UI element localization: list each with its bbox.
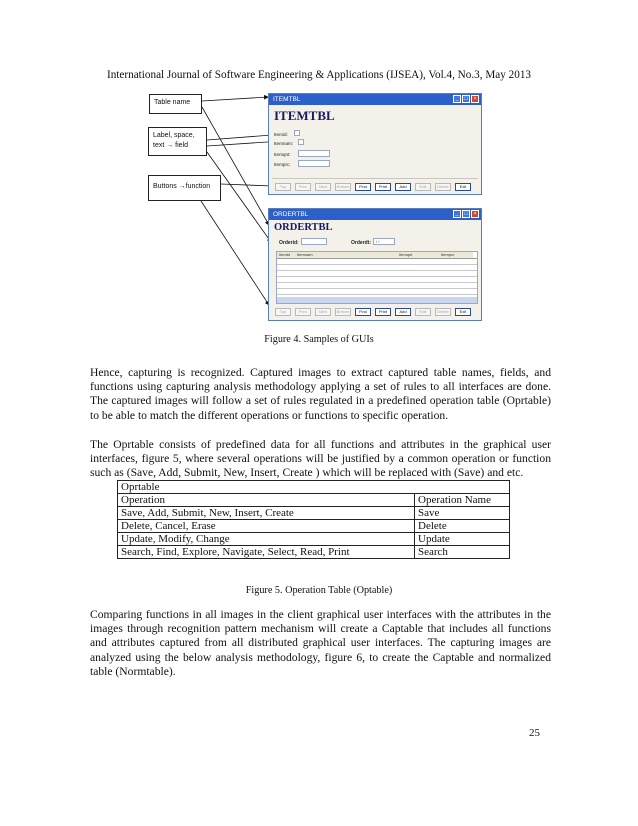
itemtbl-find-button[interactable]: Find [355,183,371,191]
itemtbl-add-button[interactable]: Add [395,183,411,191]
itemtbl-window [268,93,482,195]
table-row [118,507,510,520]
order-items-grid[interactable] [276,251,478,304]
ordertbl-bottom-button[interactable]: Bottom [336,309,350,314]
operation-table [117,480,510,559]
itemqnt-input[interactable] [298,150,330,157]
field-label-orderdt: Orderdt: [351,240,371,246]
itemprc-input[interactable] [298,160,330,167]
annotation-table-name [149,94,202,114]
table-header-row [118,494,510,507]
table-header-operation: Operation [118,494,415,507]
ordertbl-button-row [275,308,471,316]
itemtbl-delete-button[interactable]: Delete [435,183,451,191]
table-title: Oprtable [118,481,510,494]
itemtbl-button-row [275,183,471,191]
annotation-buttons-text: Buttons →function [153,183,211,190]
table-row [118,533,510,546]
annotation-buttons [148,175,221,201]
itemtbl-edit-button[interactable]: Edit [415,183,431,191]
itemtbl-separator [272,178,478,179]
grid-row-line [277,282,477,283]
ordertbl-delete-button[interactable]: Delete [435,308,451,316]
table-cell: Delete [415,520,510,533]
ordertbl-titlebar [269,209,481,220]
field-label-itemqnt: Itemqnt: [274,152,291,157]
table-cell: Update [415,533,510,546]
table-cell: Save, Add, Submit, New, Insert, Create [118,507,415,520]
close-icon[interactable]: × [471,210,479,218]
itemtbl-titlebar-text: ITEMTBL [273,96,301,103]
grid-col-itemqnt: Itemqnt [397,252,439,258]
ordertbl-window [268,208,482,321]
annotation-label-field [148,127,207,156]
grid-row-line [277,276,477,277]
grid-col-itemprc: Itemprc [439,252,473,258]
itemtbl-prev-button[interactable]: Prev [295,183,311,191]
ordertbl-titlebar-text: ORDERTBL [273,211,309,218]
annotation-label-line1: Label, space, [153,132,195,139]
grid-header-line [277,258,477,259]
itemnam-input[interactable] [298,139,304,145]
table-cell: Search [415,546,510,559]
table-cell: Delete, Cancel, Erase [118,520,415,533]
arrow-table-name-ordertbl [202,107,269,225]
ordertbl-find-button[interactable]: Find [355,308,371,316]
paragraph-3: Comparing functions in all images in the client graphical user interfaces with the attributes in the images through recognition pattern mechanism will create a Captable that includes all functions and attributes captured from all distributed graphical user interfaces. The capturing images are analyzed using the below analysis methodology, figure 6, to create the Captable and normalized table (Normtable). [90,608,551,678]
itemtbl-print-button[interactable]: Print [375,183,391,191]
ordertbl-add-button[interactable]: Add [395,308,411,316]
annotation-label-line2: text → field [153,142,189,149]
itemid-input[interactable] [294,130,300,136]
arrow-buttons-ordertbl [201,201,269,305]
table-row [118,546,510,559]
table-cell: Search, Find, Explore, Navigate, Select, Read, Print [118,546,415,559]
table-title-row [118,481,510,494]
field-label-itemprc: Itemprc: [274,162,291,167]
grid-row-line [277,270,477,271]
ordertbl-print-button[interactable]: Print [375,308,391,316]
maximize-icon[interactable]: □ [462,95,470,103]
table-header-operation-name: Operation Name [415,494,510,507]
paragraph-1: Hence, capturing is recognized. Captured images to extract captured table names, fields, and functions using capturing analysis methodology applying a set of rules to all interfaces are done. The captured images will follow a set of rules regulated in a predefined operation table (Oprtable) to be able to match the different operations or functions to specific operation. [90,366,551,422]
grid-col-itemnam: Itemnam [295,252,397,258]
minimize-icon[interactable]: _ [453,210,461,218]
ordertbl-next-button[interactable]: Next [315,308,331,316]
paragraph-2: The Oprtable consists of predefined data for all functions and attributes in the graphical user interfaces, figure 5, where several operations will be justified by a common operation or function such as (Save, Add, Submit, New, Insert, Create ) which will be replaced with (Save) and etc. [90,438,551,480]
arrow-table-name-itemtbl [202,97,268,101]
itemtbl-next-button[interactable]: Next [315,183,331,191]
minimize-icon[interactable]: _ [453,95,461,103]
ordertbl-prev-button[interactable]: Prev [295,308,311,316]
itemtbl-title: ITEMTBL [274,108,335,123]
grid-horizontal-scrollbar[interactable] [277,297,477,303]
orderid-input[interactable] [301,238,327,245]
journal-header: International Journal of Software Engineering & Applications (IJSEA), Vol.4, No.3, May 2013 [106,69,532,81]
annotation-table-name-text: Table name [154,99,191,106]
grid-col-itemid: Itemid [277,252,295,258]
itemtbl-bottom-button[interactable]: Bottom [336,184,350,189]
itemtbl-titlebar [269,94,481,105]
grid-row-line [277,288,477,289]
grid-row-line [277,294,477,295]
field-label-orderid: Orderid: [279,240,299,246]
table-cell: Save [415,507,510,520]
maximize-icon[interactable]: □ [462,210,470,218]
ordertbl-exit-button[interactable]: Exit [455,308,471,316]
table-cell: Update, Modify, Change [118,533,415,546]
figure-5-caption: Figure 5. Operation Table (Optable) [245,585,393,596]
ordertbl-title: ORDERTBL [274,222,333,233]
figure-4-caption: Figure 4. Samples of GUIs [264,334,374,345]
grid-row-line [277,264,477,265]
page-number: 25 [529,727,540,739]
close-icon[interactable]: × [471,95,479,103]
itemtbl-top-button[interactable]: Top [275,183,291,191]
table-row [118,520,510,533]
ordertbl-edit-button[interactable]: Edit [415,308,431,316]
orderdt-input[interactable]: / / [373,238,395,245]
field-label-itemid: Itemid: [274,132,288,137]
field-label-itemnam: Itemnam: [274,141,294,146]
itemtbl-exit-button[interactable]: Exit [455,183,471,191]
ordertbl-top-button[interactable]: Top [275,308,291,316]
